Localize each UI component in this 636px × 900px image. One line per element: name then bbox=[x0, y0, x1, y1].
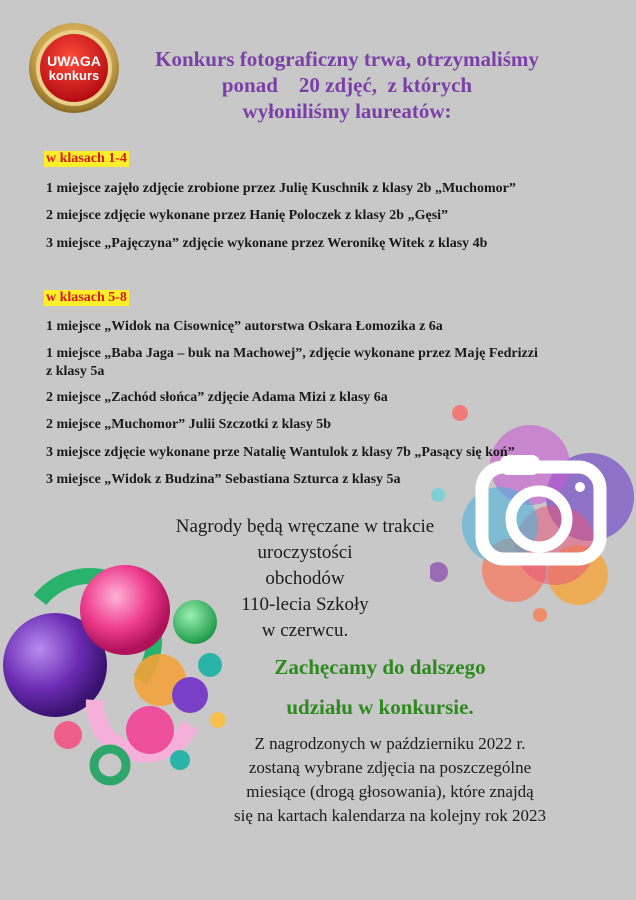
awards-line5: w czerwcu. bbox=[261, 620, 349, 641]
section1-entry: 2 miejsce zdjęcie wykonane przez Hanię Poloczek z klasy 2b „Gęsi” bbox=[46, 208, 449, 223]
section1-entry: 1 miejsce zajęło zdjęcie zrobione przez Julię Kuschnik z klasy 2b „Muchomor” bbox=[46, 181, 516, 196]
awards-line1: Nagrody będą wręczane w trakcie bbox=[175, 516, 435, 537]
section2-entry: 1 miejsce „Baba Jaga – buk na Machowej”, zdjęcie wykonane przez Maję Fedrizzi z klasy 5a bbox=[46, 346, 538, 379]
title-line3: wyłoniliśmy laureatów: bbox=[242, 99, 452, 123]
section2-entry: 2 miejsce „Muchomor” Julii Szczotki z klasy 5b bbox=[46, 417, 332, 432]
section1-entry: 3 miejsce „Pajęczyna” zdjęcie wykonane przez Weronikę Witek z klasy 4b bbox=[46, 236, 488, 251]
badge-line1: UWAGA bbox=[47, 53, 101, 69]
page-title bbox=[132, 46, 562, 124]
section1-heading: w klasach 1-4 bbox=[46, 151, 127, 166]
section2-entry: 2 miejsce „Zachód słońca” zdjęcie Adama Mizi z klasy 6a bbox=[46, 390, 388, 405]
closing-line2: zostaną wybrane zdjęcia na poszczególne bbox=[248, 758, 532, 777]
encourage-line1: Zachęcamy do dalszego bbox=[274, 655, 486, 679]
title-line1: Konkurs fotograficzny trwa, otrzymaliśmy bbox=[155, 47, 539, 71]
closing-text bbox=[190, 732, 590, 828]
awards-line4: 110-lecia Szkoły bbox=[241, 594, 369, 615]
section2-entry: 3 miejsce zdjęcie wykonane prze Natalię Wantulok z klasy 7b „Pasący się koń” bbox=[46, 445, 515, 460]
title-line2: ponad 20 zdjęć, z których bbox=[221, 73, 473, 97]
uwaga-konkurs-badge-icon bbox=[28, 22, 120, 114]
closing-line1: Z nagrodzonych w październiku 2022 r. bbox=[254, 734, 526, 753]
section2-entry: 1 miejsce „Widok na Cisownicę” autorstwa Oskara Łomozika z 6a bbox=[46, 319, 443, 334]
encourage-line2: udziału w konkursie. bbox=[286, 695, 474, 719]
section2-heading: w klasach 5-8 bbox=[46, 290, 127, 305]
section2-entry: 3 miejsce „Widok z Budzina” Sebastiana Szturca z klasy 5a bbox=[46, 472, 401, 487]
awards-line3: obchodów bbox=[265, 568, 345, 589]
badge-line2: konkurs bbox=[48, 68, 100, 83]
awards-line2: uroczystości bbox=[257, 542, 353, 563]
closing-line3: miesiące (drogą głosowania), które znajdą bbox=[246, 782, 534, 801]
camera-icon bbox=[430, 405, 636, 635]
closing-line4: się na kartach kalendarza na kolejny rok 2023 bbox=[233, 806, 546, 825]
